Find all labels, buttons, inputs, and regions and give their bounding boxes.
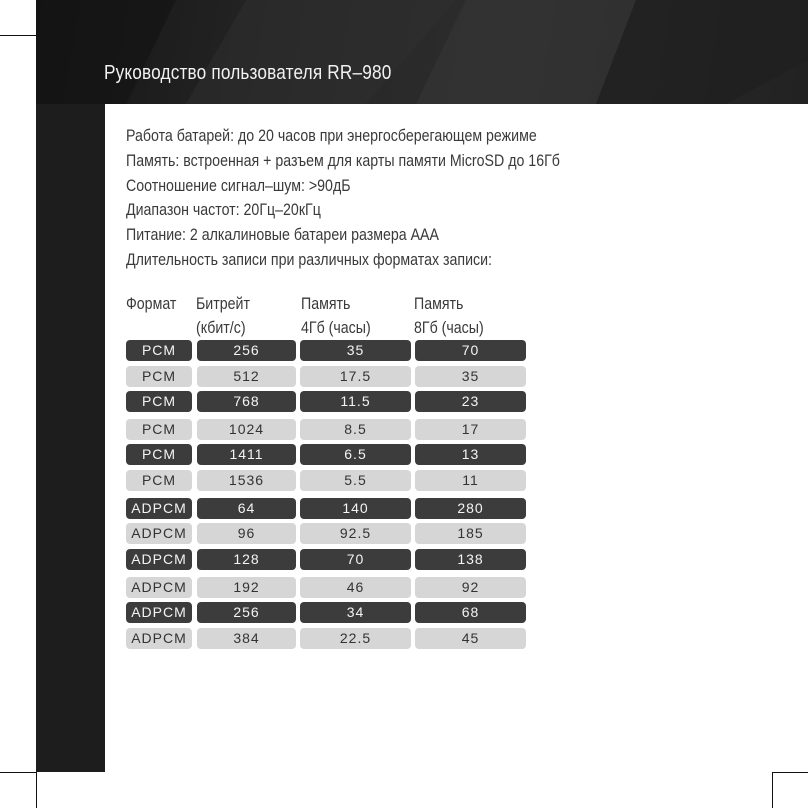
header-decoration [36, 0, 808, 104]
page-title: Руководство пользователя RR–980 [104, 62, 392, 84]
cell-memory-8gb: 92 [415, 577, 526, 598]
cell-memory-4gb: 6.5 [300, 444, 411, 465]
cell-bitrate: 512 [197, 366, 296, 387]
cell-memory-4gb: 70 [300, 549, 411, 570]
spec-battery: Работа батарей: до 20 часов при энергосберегающем режиме [126, 127, 537, 145]
cell-memory-8gb: 35 [415, 366, 526, 387]
column-header-bitrate-line2: (кбит/с) [196, 319, 246, 337]
cell-memory-4gb: 11.5 [300, 391, 411, 412]
cell-bitrate: 192 [197, 577, 296, 598]
spec-power: Питание: 2 алкалиновые батареи размера AAA [126, 226, 439, 245]
column-header-memory-8gb [414, 292, 484, 340]
cell-format: ADPCM [126, 523, 192, 544]
column-header-memory-8gb-line1: Память [414, 295, 464, 313]
header-banner [36, 0, 808, 104]
cell-bitrate: 96 [197, 523, 296, 544]
cell-memory-8gb: 17 [415, 419, 526, 440]
crop-mark [772, 772, 773, 808]
cell-format: ADPCM [126, 602, 192, 623]
cell-memory-4gb: 8.5 [300, 419, 411, 440]
cell-format: PCM [126, 340, 192, 361]
cell-memory-4gb: 140 [300, 498, 411, 519]
spec-recording-time: Длительность записи при различных форматах записи: [126, 250, 493, 269]
cell-memory-4gb: 5.5 [300, 470, 411, 491]
crop-mark [0, 772, 36, 773]
cell-bitrate: 128 [197, 549, 296, 570]
cell-bitrate: 256 [197, 602, 296, 623]
cell-bitrate: 64 [197, 498, 296, 519]
crop-mark [0, 35, 36, 36]
cell-memory-8gb: 185 [415, 523, 526, 544]
column-header-memory-4gb-line1: Память [301, 295, 351, 313]
cell-bitrate: 256 [197, 340, 296, 361]
cell-memory-8gb: 45 [415, 628, 526, 649]
column-header-format [126, 292, 176, 316]
spec-memory: Память: встроенная + разъем для карты памяти MicroSD до 16Гб [126, 151, 560, 170]
cell-format: ADPCM [126, 498, 192, 519]
spec-frequency: Диапазон частот: 20Гц–20кГц [126, 201, 321, 220]
cell-memory-8gb: 68 [415, 602, 526, 623]
column-header-memory-4gb-line2: 4Гб (часы) [301, 319, 371, 337]
cell-format: PCM [126, 470, 192, 491]
cell-bitrate: 1411 [197, 444, 296, 465]
cell-bitrate: 384 [197, 628, 296, 649]
spec-list [126, 124, 631, 273]
cell-memory-4gb: 22.5 [300, 628, 411, 649]
crop-mark [36, 772, 37, 808]
spec-snr: Соотношение сигнал–шум: >90дБ [126, 176, 351, 195]
cell-memory-4gb: 35 [300, 340, 411, 361]
column-header-format-text: Формат [126, 295, 177, 313]
column-header-memory-8gb-line2: 8Гб (часы) [414, 319, 484, 337]
cell-format: PCM [126, 419, 192, 440]
cell-memory-8gb: 23 [415, 391, 526, 412]
column-header-memory-4gb [301, 292, 371, 340]
cell-bitrate: 1536 [197, 470, 296, 491]
cell-format: ADPCM [126, 628, 192, 649]
cell-format: PCM [126, 444, 192, 465]
cell-memory-4gb: 34 [300, 602, 411, 623]
cell-memory-4gb: 46 [300, 577, 411, 598]
cell-memory-8gb: 280 [415, 498, 526, 519]
cell-format: ADPCM [126, 577, 192, 598]
cell-memory-8gb: 138 [415, 549, 526, 570]
cell-format: ADPCM [126, 549, 192, 570]
cell-bitrate: 1024 [197, 419, 296, 440]
cell-bitrate: 768 [197, 391, 296, 412]
cell-memory-8gb: 70 [415, 340, 526, 361]
column-header-bitrate [196, 292, 250, 340]
cell-memory-4gb: 17.5 [300, 366, 411, 387]
cell-memory-4gb: 92.5 [300, 523, 411, 544]
cell-format: PCM [126, 391, 192, 412]
column-header-bitrate-line1: Битрейт [196, 295, 250, 313]
cell-memory-8gb: 13 [415, 444, 526, 465]
cell-format: PCM [126, 366, 192, 387]
cell-memory-8gb: 11 [415, 470, 526, 491]
crop-mark [772, 772, 808, 773]
left-dark-band [36, 0, 105, 772]
